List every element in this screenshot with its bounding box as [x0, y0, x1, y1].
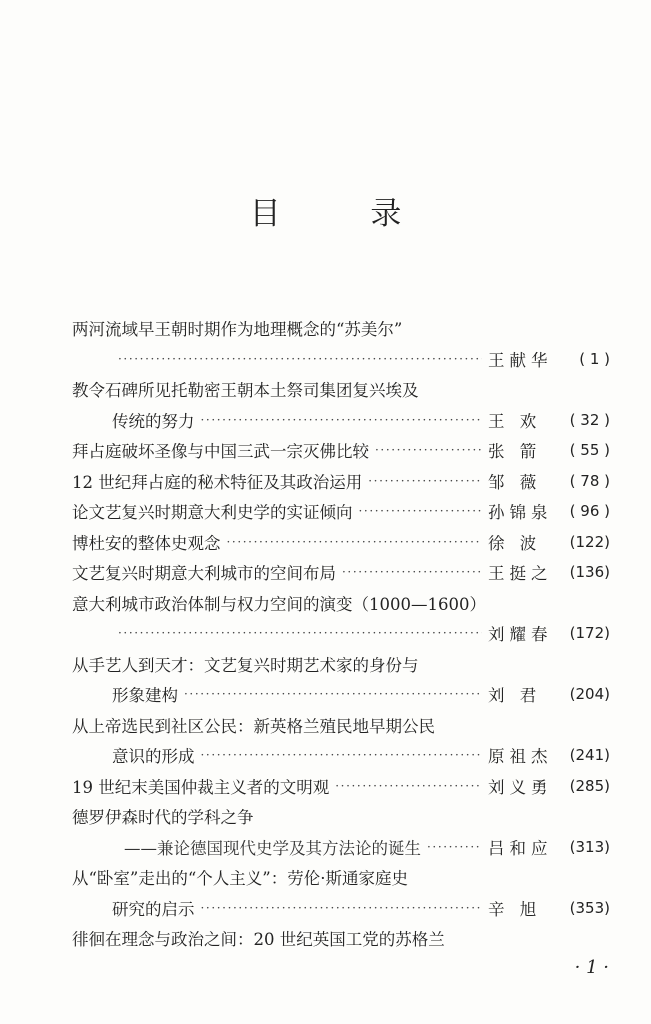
toc-author: 刘 君 [488, 686, 542, 706]
toc-entry-title: 两河流域早王朝时期作为地理概念的“苏美尔” [72, 320, 403, 340]
toc-page: (136) [569, 563, 610, 582]
toc-author: 王 欢 [488, 411, 542, 431]
toc-entry-subtitle: ——兼论德国现代史学及其方法论的诞生 ····· 吕和应 (313) [72, 832, 610, 863]
toc-author: 刘耀春 [488, 625, 553, 645]
toc-entry-title-cont: 形象建构 ····· 刘 君 (204) [72, 679, 610, 710]
toc-author: 徐 波 [488, 533, 542, 553]
toc-page: ( 78 ) [569, 471, 610, 490]
toc-page: ( 55 ) [569, 441, 610, 460]
toc-author: 原祖杰 [488, 747, 553, 767]
toc-entry-title: 论文艺复兴时期意大利史学的实证倾向 ····· 孙锦泉 ( 96 ) [72, 496, 610, 527]
toc-author: 刘义勇 [488, 777, 553, 797]
toc-entry-title-cont: 传统的努力 ····· 王 欢 ( 32 ) [72, 405, 610, 436]
page-title: 目 录 [249, 196, 442, 232]
toc-entry-title: 从“卧室”走出的“个人主义”：劳伦·斯通家庭史 [72, 869, 408, 889]
toc-entry-title: 徘徊在理念与政治之间：20 世纪英国工党的苏格兰 [72, 930, 445, 950]
toc-entry-title: 拜占庭破坏圣像与中国三武一宗灭佛比较 ····· 张 箭 ( 55 ) [72, 435, 610, 466]
toc-entry-title: 博杜安的整体史观念 ····· 徐 波 (122) [72, 527, 610, 558]
toc-author: 吕和应 [488, 838, 553, 858]
toc-page: ( 1 ) [579, 349, 610, 368]
toc-author: 王挺之 [488, 564, 553, 584]
toc-entry-title: 德罗伊森时代的学科之争 [72, 808, 254, 828]
toc-author: 王献华 [488, 350, 553, 370]
table-of-contents [72, 313, 610, 954]
toc-page: (353) [569, 898, 610, 917]
toc-entry-title: 19 世纪末美国仲裁主义者的文明观 ····· 刘义勇 (285) [72, 771, 610, 802]
toc-entry-title: 意大利城市政治体制与权力空间的演变（1000—1600） [72, 594, 486, 614]
toc-page: ( 32 ) [569, 410, 610, 429]
page-number: · 1 · [574, 957, 609, 978]
toc-author: 辛 旭 [488, 899, 542, 919]
toc-entry-leader [72, 344, 610, 375]
toc-author: 张 箭 [488, 442, 542, 462]
toc-page: (241) [569, 746, 610, 765]
toc-entry-title: 从手艺人到天才：文艺复兴时期艺术家的身份与 [72, 655, 419, 675]
toc-entry-title: 12 世纪拜占庭的秘术特征及其政治运用 ····· 邹 薇 ( 78 ) [72, 466, 610, 497]
toc-entry-title-cont: 意识的形成 ····· 原祖杰 (241) [72, 740, 610, 771]
toc-entry-title: 从上帝选民到社区公民：新英格兰殖民地早期公民 [72, 716, 435, 736]
toc-entry-title: 文艺复兴时期意大利城市的空间布局 ····· 王挺之 (136) [72, 557, 610, 588]
toc-entry-title: 教令石碑所见托勒密王朝本土祭司集团复兴埃及 [72, 381, 419, 401]
toc-entry-title-cont: 研究的启示 ····· 辛 旭 (353) [72, 893, 610, 924]
toc-page: ( 96 ) [569, 502, 610, 521]
toc-page: (285) [569, 776, 610, 795]
toc-author: 邹 薇 [488, 472, 542, 492]
toc-page: (313) [569, 837, 610, 856]
toc-page: (122) [569, 532, 610, 551]
toc-page: (204) [569, 685, 610, 704]
toc-author: 孙锦泉 [488, 503, 553, 523]
toc-page: (172) [569, 624, 610, 643]
toc-entry-leader [72, 618, 610, 649]
